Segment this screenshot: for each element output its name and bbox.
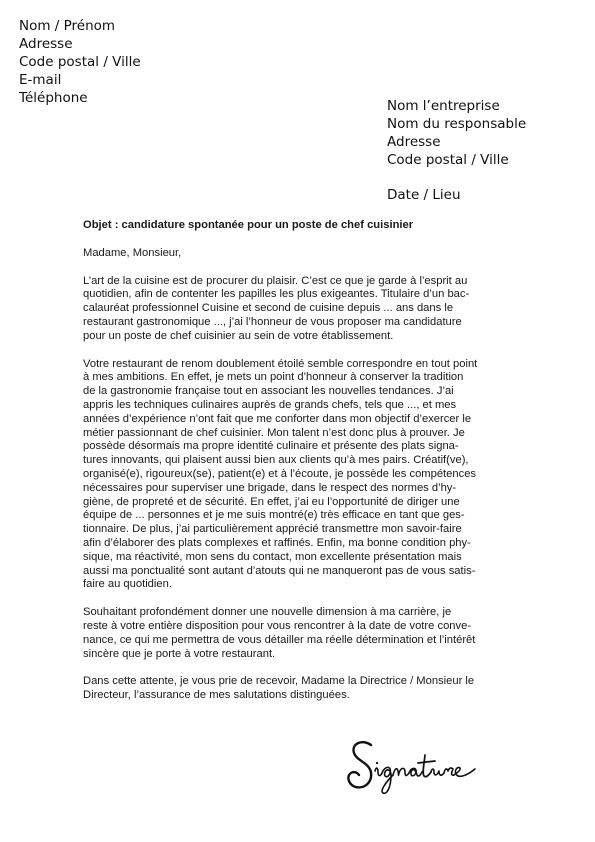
salutation: Madame, Monsieur, [83, 246, 182, 259]
paragraph-intro [83, 275, 523, 344]
recipient-block [387, 97, 526, 169]
sender-block [19, 17, 141, 107]
text-line: de la gastronomie française tout en associant les nouvelles tendances. J’ai [83, 385, 454, 398]
text-line: Souhaitant profondément donner une nouvelle dimension à ma carrière, je [83, 606, 452, 619]
sender-email: E-mail [19, 72, 62, 88]
recipient-address: Adresse [387, 134, 441, 150]
recipient-postal-city: Code postal / Ville [387, 152, 509, 168]
signature-image [345, 735, 495, 805]
subject-line: Objet : candidature spontanée pour un poste de chef cuisinier [83, 219, 414, 231]
text-line: aussi ma ponctualité sont autant d’atouts qui ne manqueront pas de vous satis- [83, 564, 476, 577]
text-line: Dans cette attente, je vous prie de recevoir, Madame la Directrice / Monsieur le [83, 675, 475, 688]
text-line: sincère que je porte à votre restaurant. [83, 647, 276, 660]
text-line: calauréat professionnel Cuisine et second de cuisine depuis ... ans dans le [83, 302, 454, 315]
text-line: quotidien, afin de contenter les papilles les plus exigeantes. Titulaire d’un bac- [83, 288, 470, 301]
text-line: nécessaires pour superviser une brigade, dans le respect des normes d’hy- [83, 481, 457, 494]
text-line: pour un poste de chef cuisinier au sein de votre établissement. [83, 329, 394, 342]
text-line: équipe de ... personnes et je me suis montré(e) très efficace en tant que ges- [83, 509, 465, 522]
text-line: à mes ambitions. En effet, je mets un point d’honneur à conserver la tradition [83, 371, 464, 384]
text-line: reste à votre entière disposition pour vous rencontrer à la date de votre conve- [83, 619, 472, 632]
sender-name: Nom / Prénom [19, 18, 116, 34]
text-line: possède désormais ma propre identité culinaire et présente des plats signa- [83, 440, 459, 453]
sender-phone: Téléphone [19, 90, 88, 106]
text-line: L’art de la cuisine est de procurer du plaisir. C’est ce que je garde à l’esprit au [83, 274, 468, 287]
text-line: restaurant gastronomique ..., j’ai l’honneur de vous proposer ma candidature [83, 315, 462, 328]
paragraph-skills [83, 358, 523, 593]
text-line: tionnaire. De plus, j’ai particulièrement apprécié transmettre mon savoir-faire [83, 523, 462, 536]
text-line: organisé(e), rigoureux(se), patient(e) et à l’écoute, je possède les compétences [83, 467, 477, 480]
sender-postal-city: Code postal / Ville [19, 54, 141, 70]
text-line: giène, de propreté et de sécurité. En effet, j’ai eu l’opportunité de diriger une [83, 495, 460, 508]
text-line: Votre restaurant de renom doublement étoilé semble correspondre en tout point [83, 357, 478, 370]
text-line: années d’expérience n’ont fait que me conforter dans mon objectif d’exercer le [83, 412, 472, 425]
recipient-manager: Nom du responsable [387, 116, 527, 132]
text-line: appris les techniques culinaires auprès de grands chefs, tels que ..., et mes [83, 398, 457, 411]
sender-address: Adresse [19, 36, 73, 52]
date-place: Date / Lieu [387, 187, 461, 203]
text-line: sique, ma réactivité, mon sens du contact, mon excellente présentation mais [83, 550, 462, 563]
paragraph-availability [83, 606, 523, 661]
text-line: tures innovants, qui plaisent aussi bien aux clients qu’à mes pairs. Créatif(ve), [83, 454, 469, 467]
paragraph-closing [83, 675, 523, 703]
text-line: faire au quotidien. [83, 578, 172, 591]
text-line: Directeur, l’assurance de mes salutations distinguées. [83, 689, 350, 702]
text-line: métier passionnant de chef cuisinier. Mon talent n’est donc plus à prouver. Je [83, 426, 465, 439]
text-line: afin d’élaborer des plats complexes et raffinés. Enfin, ma bonne condition phy- [83, 536, 471, 549]
recipient-company: Nom l’entreprise [387, 98, 500, 114]
text-line: nance, ce qui me permettra de vous détailler ma réelle détermination et l’intérêt [83, 633, 476, 646]
letter-body [83, 219, 523, 717]
